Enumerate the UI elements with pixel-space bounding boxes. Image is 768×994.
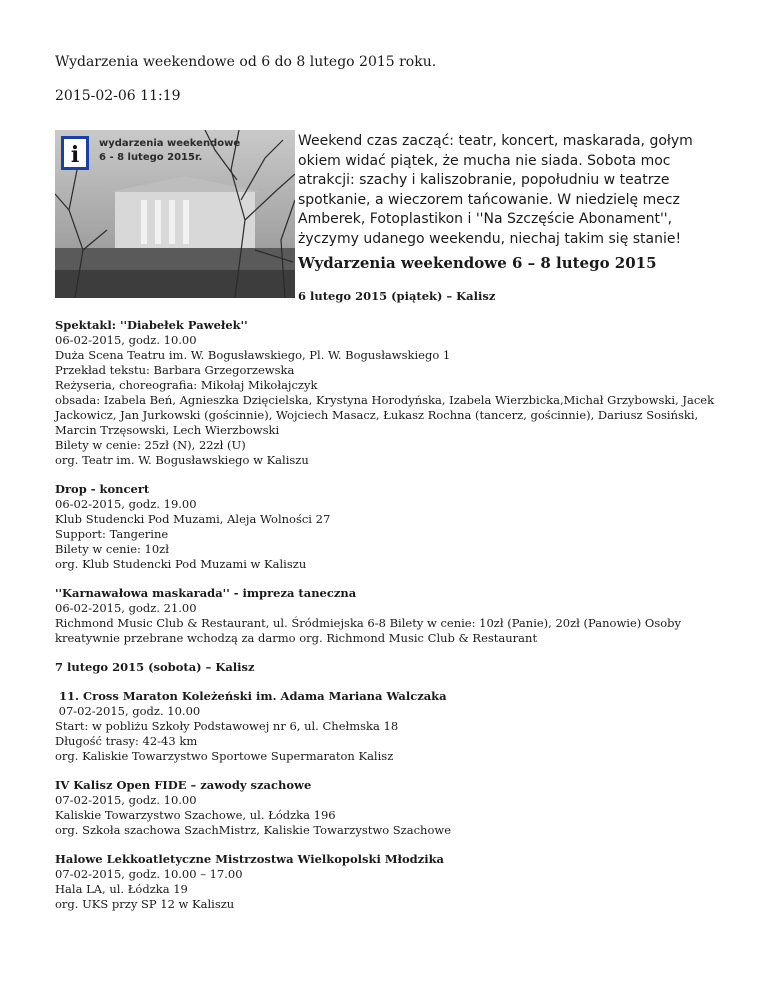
day-heading-friday: 6 lutego 2015 (piątek) – Kalisz	[298, 289, 496, 303]
event-title: ''Karnawałowa maskarada'' - impreza taneczna	[55, 586, 357, 600]
event-line: org. Szkoła szachowa SzachMistrz, Kaliskie Towarzystwo Szachowe	[55, 823, 452, 837]
event-line: Kaliskie Towarzystwo Szachowe, ul. Łódzka 196	[55, 808, 336, 822]
event-title: IV Kalisz Open FIDE – zawody szachowe	[55, 778, 312, 792]
event-line: Długość trasy: 42-43 km	[55, 734, 198, 748]
intro-paragraph: Weekend czas zacząć: teatr, koncert, maskarada, gołym okiem widać piątek, że mucha nie siada. Sobota moc atrakcji: szachy i kaliszobranie, popołudniu w teatrze spotkanie, a wieczorem tańcowanie. W niedzielę mecz Amberek, Fotoplastikon i ''Na Szczęście Abonament'', życzymy udanego weekendu, niechaj takim się stanie!	[298, 133, 693, 247]
day-heading-saturday: 7 lutego 2015 (sobota) – Kalisz	[55, 660, 255, 674]
event-line: 06-02-2015, godz. 10.00	[55, 333, 197, 347]
event-line: org. UKS przy SP 12 w Kaliszu	[55, 897, 235, 911]
event-line: 06-02-2015, godz. 19.00	[55, 497, 197, 511]
publish-date: 2015-02-06 11:19	[55, 88, 181, 104]
event-line: Start: w pobliżu Szkoły Podstawowej nr 6, ul. Chełmska 18	[55, 719, 399, 733]
event-line: 07-02-2015, godz. 10.00 – 17.00	[55, 867, 243, 881]
thumbnail-caption-line2: 6 - 8 lutego 2015r.	[99, 152, 203, 163]
info-icon: i	[70, 142, 80, 168]
event-line: obsada: Izabela Beń, Agnieszka Dzięcielska, Krystyna Horodyńska, Izabela Wierzbicka,Michał Grzybowski, Jacek Jackowicz, Jan Jurkowski (gościnnie), Wojciech Masacz, Łukasz Rochna (tancerz, gościnnie), Dariusz Sosiński, Marcin Trzęsowski, Lech Wierzbowski	[55, 393, 715, 437]
thumbnail-photo	[55, 130, 295, 298]
event-line: Klub Studencki Pod Muzami, Aleja Wolności 27	[55, 512, 331, 526]
section-title: Wydarzenia weekendowe 6 – 8 lutego 2015	[298, 254, 657, 272]
event-line: Bilety w cenie: 25zł (N), 22zł (U)	[55, 438, 246, 452]
event-line: org. Teatr im. W. Bogusławskiego w Kaliszu	[55, 453, 309, 467]
event-line: Bilety w cenie: 10zł	[55, 542, 169, 556]
article-title: Wydarzenia weekendowe od 6 do 8 lutego 2015 roku.	[55, 54, 437, 70]
event-title: 11. Cross Maraton Koleżeński im. Adama Mariana Walczaka	[55, 689, 447, 703]
event-item	[55, 689, 715, 764]
event-line: 06-02-2015, godz. 21.00	[55, 601, 197, 615]
event-line: Support: Tangerine	[55, 527, 169, 541]
event-title: Halowe Lekkoatletyczne Mistrzostwa Wielkopolski Młodzika	[55, 852, 445, 866]
event-line: Przekład tekstu: Barbara Grzegorzewska	[55, 363, 295, 377]
event-item	[55, 778, 715, 838]
event-line: 07-02-2015, godz. 10.00	[55, 793, 197, 807]
event-line: org. Klub Studencki Pod Muzami w Kaliszu	[55, 557, 307, 571]
event-line: Richmond Music Club & Restaurant, ul. Śródmiejska 6-8 Bilety w cenie: 10zł (Panie), 20zł (Panowie) Osoby kreatywnie przebrane wchodzą za darmo org. Richmond Music Club & Restaurant	[55, 616, 682, 645]
event-title: Drop - koncert	[55, 482, 150, 496]
event-item	[55, 318, 715, 468]
thumbnail-caption-line1: wydarzenia weekendowe	[99, 138, 241, 149]
event-line: Duża Scena Teatru im. W. Bogusławskiego, Pl. W. Bogusławskiego 1	[55, 348, 451, 362]
event-line: Reżyseria, choreografia: Mikołaj Mikołajczyk	[55, 378, 318, 392]
event-line: org. Kaliskie Towarzystwo Sportowe Supermaraton Kalisz	[55, 749, 394, 763]
event-item	[55, 586, 715, 646]
event-item	[55, 852, 715, 912]
event-item	[55, 482, 715, 572]
event-title: Spektakl: ''Diabełek Pawełek''	[55, 318, 248, 332]
article-thumbnail	[55, 130, 295, 298]
events-list	[55, 318, 715, 926]
event-line: 07-02-2015, godz. 10.00	[55, 704, 201, 718]
event-line: Hala LA, ul. Łódzka 19	[55, 882, 188, 896]
